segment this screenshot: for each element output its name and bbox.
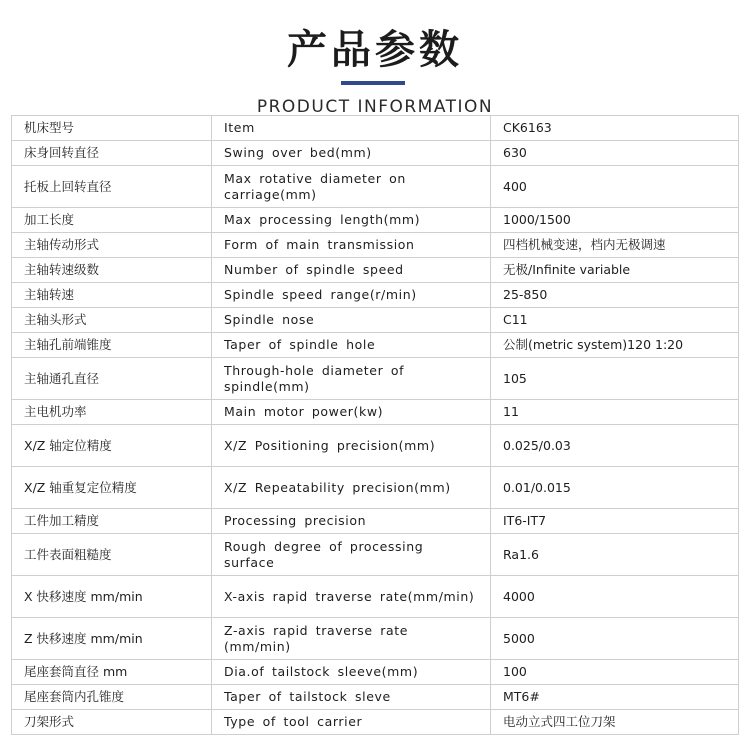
param-value: 100 bbox=[491, 660, 739, 685]
param-name-en: Z-axis rapid traverse rate (mm/min) bbox=[212, 618, 491, 660]
param-name-cn: X 快移速度 mm/min bbox=[12, 576, 212, 618]
param-name-en: X/Z Repeatability precision(mm) bbox=[212, 467, 491, 509]
param-name-cn: 托板上回转直径 bbox=[12, 166, 212, 208]
table-row bbox=[12, 283, 739, 308]
page-header bbox=[0, 0, 750, 118]
table-row bbox=[12, 141, 739, 166]
param-name-cn: 尾座套筒直径 mm bbox=[12, 660, 212, 685]
spec-table bbox=[11, 115, 739, 735]
param-name-en: Number of spindle speed bbox=[212, 258, 491, 283]
table-row bbox=[12, 400, 739, 425]
param-name-cn: 主轴转速级数 bbox=[12, 258, 212, 283]
param-value: MT6# bbox=[491, 685, 739, 710]
param-name-en: Taper of spindle hole bbox=[212, 333, 491, 358]
param-value: Ra1.6 bbox=[491, 534, 739, 576]
table-row bbox=[12, 258, 739, 283]
table-row bbox=[12, 710, 739, 735]
param-name-cn: X/Z 轴定位精度 bbox=[12, 425, 212, 467]
param-name-cn: 主电机功率 bbox=[12, 400, 212, 425]
param-name-cn: 尾座套筒内孔锥度 bbox=[12, 685, 212, 710]
table-row bbox=[12, 166, 739, 208]
param-value: IT6-IT7 bbox=[491, 509, 739, 534]
param-name-cn: 主轴转速 bbox=[12, 283, 212, 308]
table-row bbox=[12, 333, 739, 358]
param-name-en: Type of tool carrier bbox=[212, 710, 491, 735]
param-name-en: Item bbox=[212, 116, 491, 141]
param-value: C11 bbox=[491, 308, 739, 333]
page-subtitle: PRODUCT INFORMATION bbox=[256, 97, 494, 117]
param-name-cn: 床身回转直径 bbox=[12, 141, 212, 166]
table-row bbox=[12, 618, 739, 660]
param-value: 无极/Infinite variable bbox=[491, 258, 739, 283]
param-name-cn: 主轴传动形式 bbox=[12, 233, 212, 258]
param-name-cn: 刀架形式 bbox=[12, 710, 212, 735]
table-row bbox=[12, 534, 739, 576]
param-value: 105 bbox=[491, 358, 739, 400]
param-value: 5000 bbox=[491, 618, 739, 660]
param-value: 电动立式四工位刀架 bbox=[491, 710, 739, 735]
param-name-en: Rough degree of processing surface bbox=[212, 534, 491, 576]
param-name-en: Through-hole diameter of spindle(mm) bbox=[212, 358, 491, 400]
table-row bbox=[12, 425, 739, 467]
param-name-en: Spindle speed range(r/min) bbox=[212, 283, 491, 308]
param-name-cn: 加工长度 bbox=[12, 208, 212, 233]
param-value: 公制(metric system)120 1:20 bbox=[491, 333, 739, 358]
param-name-cn: Z 快移速度 mm/min bbox=[12, 618, 212, 660]
param-name-cn: 主轴孔前端锥度 bbox=[12, 333, 212, 358]
param-name-en: Swing over bed(mm) bbox=[212, 141, 491, 166]
param-name-en: X-axis rapid traverse rate(mm/min) bbox=[212, 576, 491, 618]
spec-table-body bbox=[12, 116, 739, 735]
param-name-cn: 工件加工精度 bbox=[12, 509, 212, 534]
table-row bbox=[12, 467, 739, 509]
param-value: 4000 bbox=[491, 576, 739, 618]
param-value: 0.025/0.03 bbox=[491, 425, 739, 467]
table-row bbox=[12, 116, 739, 141]
param-value: 25-850 bbox=[491, 283, 739, 308]
param-value: CK6163 bbox=[491, 116, 739, 141]
table-row bbox=[12, 660, 739, 685]
param-name-cn: 机床型号 bbox=[12, 116, 212, 141]
table-row bbox=[12, 358, 739, 400]
param-name-en: X/Z Positioning precision(mm) bbox=[212, 425, 491, 467]
table-row bbox=[12, 233, 739, 258]
param-name-en: Dia.of tailstock sleeve(mm) bbox=[212, 660, 491, 685]
param-name-cn: X/Z 轴重复定位精度 bbox=[12, 467, 212, 509]
param-name-en: Form of main transmission bbox=[212, 233, 491, 258]
param-name-en: Max processing length(mm) bbox=[212, 208, 491, 233]
param-value: 1000/1500 bbox=[491, 208, 739, 233]
param-value: 400 bbox=[491, 166, 739, 208]
param-name-cn: 工件表面粗糙度 bbox=[12, 534, 212, 576]
param-value: 630 bbox=[491, 141, 739, 166]
table-row bbox=[12, 208, 739, 233]
table-row bbox=[12, 509, 739, 534]
param-name-cn: 主轴通孔直径 bbox=[12, 358, 212, 400]
param-name-en: Taper of tailstock sleve bbox=[212, 685, 491, 710]
table-row bbox=[12, 576, 739, 618]
param-name-en: Max rotative diameter on carriage(mm) bbox=[212, 166, 491, 208]
param-name-en: Spindle nose bbox=[212, 308, 491, 333]
table-row bbox=[12, 308, 739, 333]
param-name-en: Processing precision bbox=[212, 509, 491, 534]
param-value: 0.01/0.015 bbox=[491, 467, 739, 509]
param-name-cn: 主轴头形式 bbox=[12, 308, 212, 333]
page-title: 产品参数 bbox=[287, 27, 463, 73]
param-name-en: Main motor power(kw) bbox=[212, 400, 491, 425]
param-value: 11 bbox=[491, 400, 739, 425]
table-row bbox=[12, 685, 739, 710]
param-value: 四档机械变速，档内无极调速 bbox=[491, 233, 739, 258]
title-accent-bar bbox=[341, 81, 405, 85]
